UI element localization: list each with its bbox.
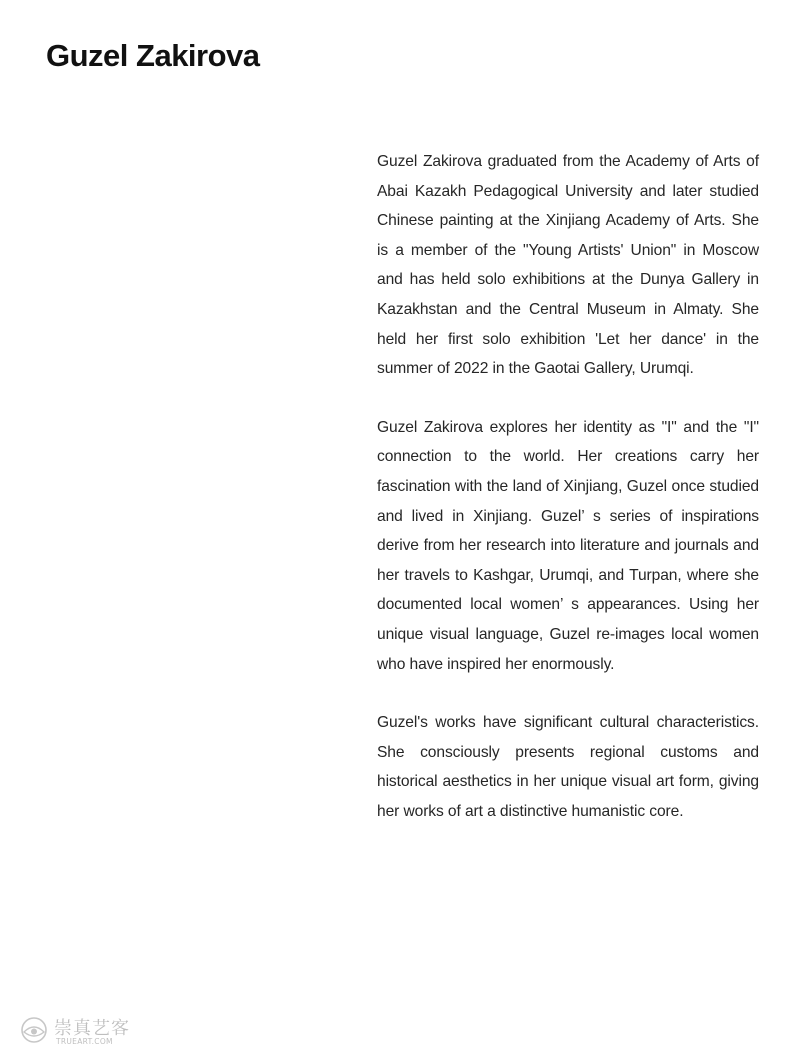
bio-paragraph-identity: Guzel Zakirova explores her identity as "I" and the "I" connection to the world. Her creations carry her fascination with the land of Xinjiang, Guzel once studied and lived in Xinjiang. Guzel’ s series of inspirations derive from her research into literature and journals and her travels to Kashgar, Urumqi, and Turpan, where she documented local women’ s appearances. Using her unique visual language, Guzel re-images local women who have inspired her enormously. bbox=[377, 418, 759, 673]
watermark bbox=[18, 1010, 138, 1054]
bio-paragraph-education: Guzel Zakirova graduated from the Academy of Arts of Abai Kazakh Pedagogical University and later studied Chinese painting at the Xinjiang Academy of Arts. She is a member of the "Young Artists' Union" in Moscow and has held solo exhibitions at the Dunya Gallery in Kazakhstan and the Central Museum in Almaty. She held her first solo exhibition 'Let her dance' in the summer of 2022 in the Gaotai Gallery, Urumqi. bbox=[377, 153, 759, 378]
artist-bio bbox=[377, 147, 759, 855]
bio-paragraph-characteristics: Guzel's works have significant cultural characteristics. She consciously presents regional customs and historical aesthetics in her unique visual art form, giving her works of art a distinctive humanistic core. bbox=[377, 714, 759, 820]
watermark-brand: 崇真艺客 bbox=[54, 1018, 130, 1039]
eye-logo-icon bbox=[18, 1016, 50, 1046]
page-title: Guzel Zakirova bbox=[46, 38, 260, 73]
watermark-site: TRUEART.COM bbox=[56, 1037, 113, 1046]
